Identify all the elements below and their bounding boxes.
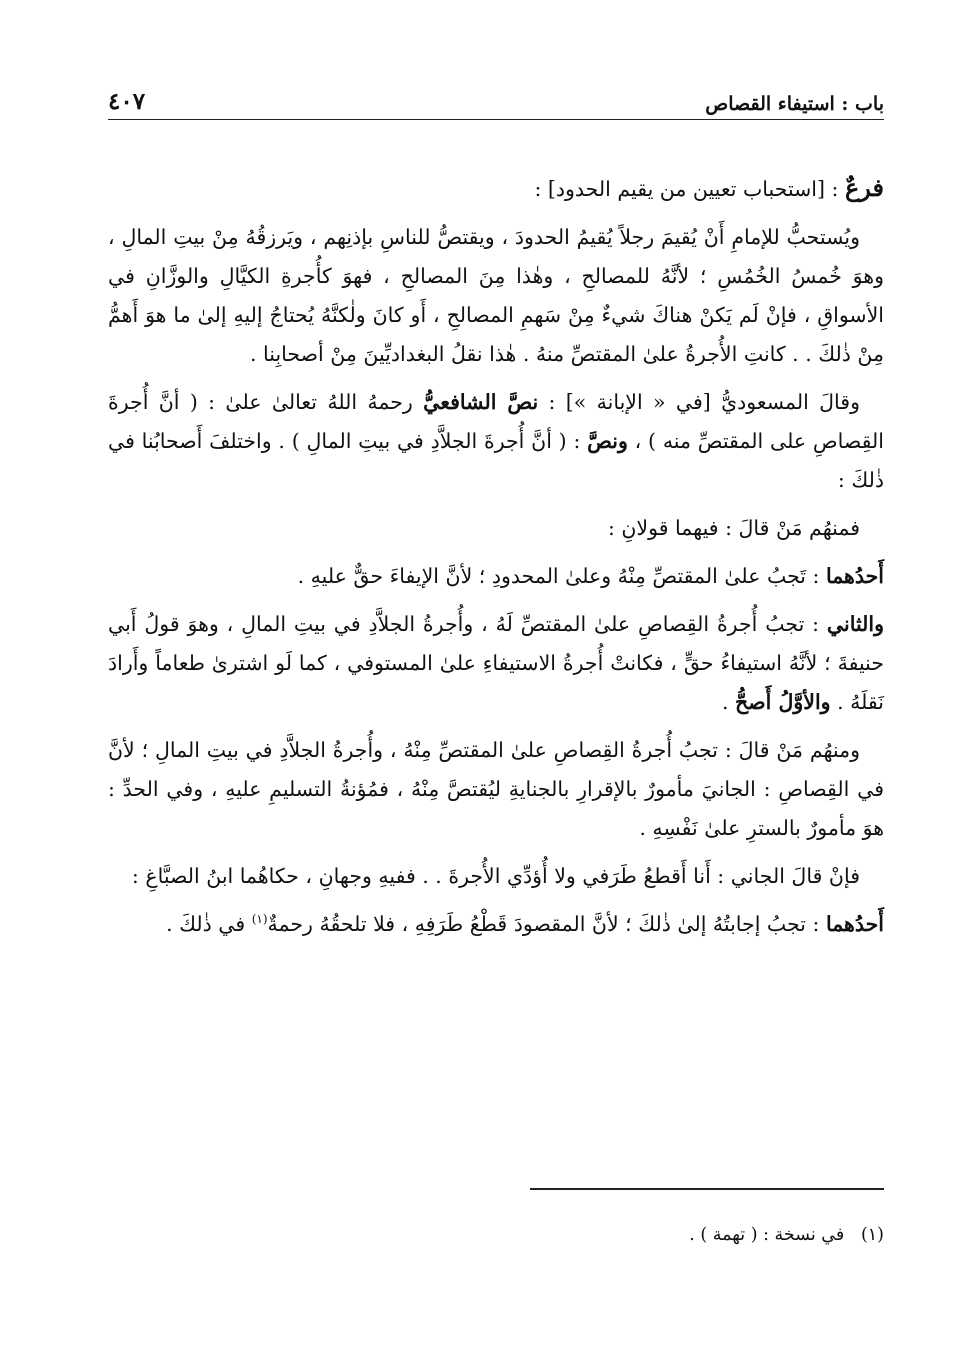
paragraph-5-text-b: . bbox=[721, 690, 736, 714]
main-text bbox=[108, 168, 884, 953]
section-heading-text: : [استحباب تعيين من يقيم الحدود] : bbox=[534, 177, 845, 201]
paragraph-4-bold: أَحدُهما bbox=[825, 564, 884, 588]
paragraph-6: ومنهُم مَنْ قالَ : تجبُ أُجرةُ القِصاصِ علىٰ المقتصِّ مِنْهُ ، وأُجرةُ الجلاَّدِ في بيتِ المالِ ؛ لأنَّ في القِصاصِ : الجانيَ مأمورٌ بالإقرارِ بالجنايةِ ليُقتصَّ مِنْهُ ، فمُؤنةُ التسليمِ عليهِ ، وفي الحدِّ : هوَ مأمورٌ بالسترِ علىٰ نَفْسِهِ . bbox=[108, 738, 884, 840]
paragraph-2-bold-b: ونصَّ bbox=[587, 429, 628, 453]
paragraph-2-text-c: : ( أنَّ أُجرةَ الجلاَّدِ في بيتِ المالِ ) . واختلفَ أَصحابُنا في ذٰلكَ : bbox=[108, 429, 884, 492]
paragraph-2 bbox=[108, 383, 884, 500]
paragraph-8 bbox=[108, 905, 884, 944]
section-label: فرعٌ bbox=[844, 173, 884, 202]
paragraph-5-bold-b: والأوَّلُ أَصحُّ bbox=[735, 690, 831, 714]
paragraph-5 bbox=[108, 605, 884, 722]
paragraph-2-text-a: وقالَ المسعوديُّ [في « الإبانة »] : bbox=[538, 390, 860, 414]
footnote-reference[interactable]: (١) bbox=[251, 912, 268, 927]
paragraph-5-text-a: : تجبُ أُجرةُ القِصاصِ علىٰ المقتصِّ لَهُ ، وأُجرةُ الجلاَّدِ في بيتِ المالِ ، وهوَ قولُ أَبي حنيفةَ ؛ لأنَّهُ استيفاءُ حقٍّ ، فكانتْ أُجرةُ الاستيفاءِ علىٰ المستوفي ، كما لَو اشترىٰ طعاماً وأَرادَ نَقلَهُ . bbox=[108, 612, 884, 714]
footnote-number: (١) bbox=[860, 1225, 884, 1245]
paragraph-7: فإنْ قالَ الجاني : أَنا أَقطعُ طَرَفي ولا أُؤدِّي الأُجرةَ . . ففيهِ وجهانِ ، حكاهُما ابنُ الصبَّاغِ : bbox=[131, 864, 860, 888]
paragraph-1: ويُستحبُّ للإمامِ أَنْ يُقيمَ رجلاً يُقيمُ الحدودَ ، ويقتصُّ للناسِ بإذنِهم ، ويَرزقُهُ مِنْ بيتِ المالِ ، وهوَ خُمسُ الخُمُسِ ؛ لأنَّهُ للمصالحِ ، وهٰذا مِنَ المصالحِ ، فهوَ كأُجرةِ الكيَّالِ والوزَّانِ في الأسواقِ ، فإنْ لَم يَكنْ هناكَ شيءٌ مِنْ سَهمِ المصالحِ ، أَو كانَ ولٰكنَّهُ يُحتاجُ إليهِ إلىٰ ما هوَ أَهمُّ مِنْ ذٰلكَ . . كانتِ الأُجرةُ علىٰ المقتصِّ منهُ . هٰذا نقلُ البغداديِّينَ مِنْ أصحابِنا . bbox=[108, 225, 884, 366]
section-heading bbox=[108, 168, 884, 209]
paragraph-8-bold: أَحدُهما bbox=[825, 912, 884, 936]
footnote-separator bbox=[530, 1188, 884, 1190]
paragraph-2-bold-a: نصَّ الشافعيُّ bbox=[423, 390, 539, 414]
page-number: ٤٠٧ bbox=[108, 88, 146, 115]
paragraph-4-text: : تَجبُ علىٰ المقتصِّ مِنْهُ وعلىٰ المحدودِ ؛ لأنَّ الإيفاءَ حقٌّ عليهِ . bbox=[297, 564, 826, 588]
page-header bbox=[108, 82, 884, 120]
footnote bbox=[108, 1220, 884, 1250]
paragraph-8-text-b: في ذٰلكَ . bbox=[166, 912, 252, 936]
paragraph-8-text-a: : تجبُ إجابتُهُ إلىٰ ذٰلكَ ؛ لأنَّ المقصودَ قَطْعُ طَرَفِهِ ، فلا تلحقُهُ رحمةٌ bbox=[267, 912, 826, 936]
paragraph-4 bbox=[108, 557, 884, 596]
paragraph-2-text-b: رحمهُ اللهُ تعالىٰ علىٰ : ( أنَّ أُجرةَ القِصاصِ على المقتصِّ منه ) ، bbox=[108, 390, 884, 453]
footnote-text: في نسخة : ( تهمة ) . bbox=[689, 1225, 845, 1245]
paragraph-5-bold-a: والثاني bbox=[826, 612, 884, 636]
chapter-title: باب : استيفاء القصاص bbox=[705, 93, 884, 115]
paragraph-3: فمنهُم مَنْ قالَ : فيهما قولانِ : bbox=[607, 516, 860, 540]
